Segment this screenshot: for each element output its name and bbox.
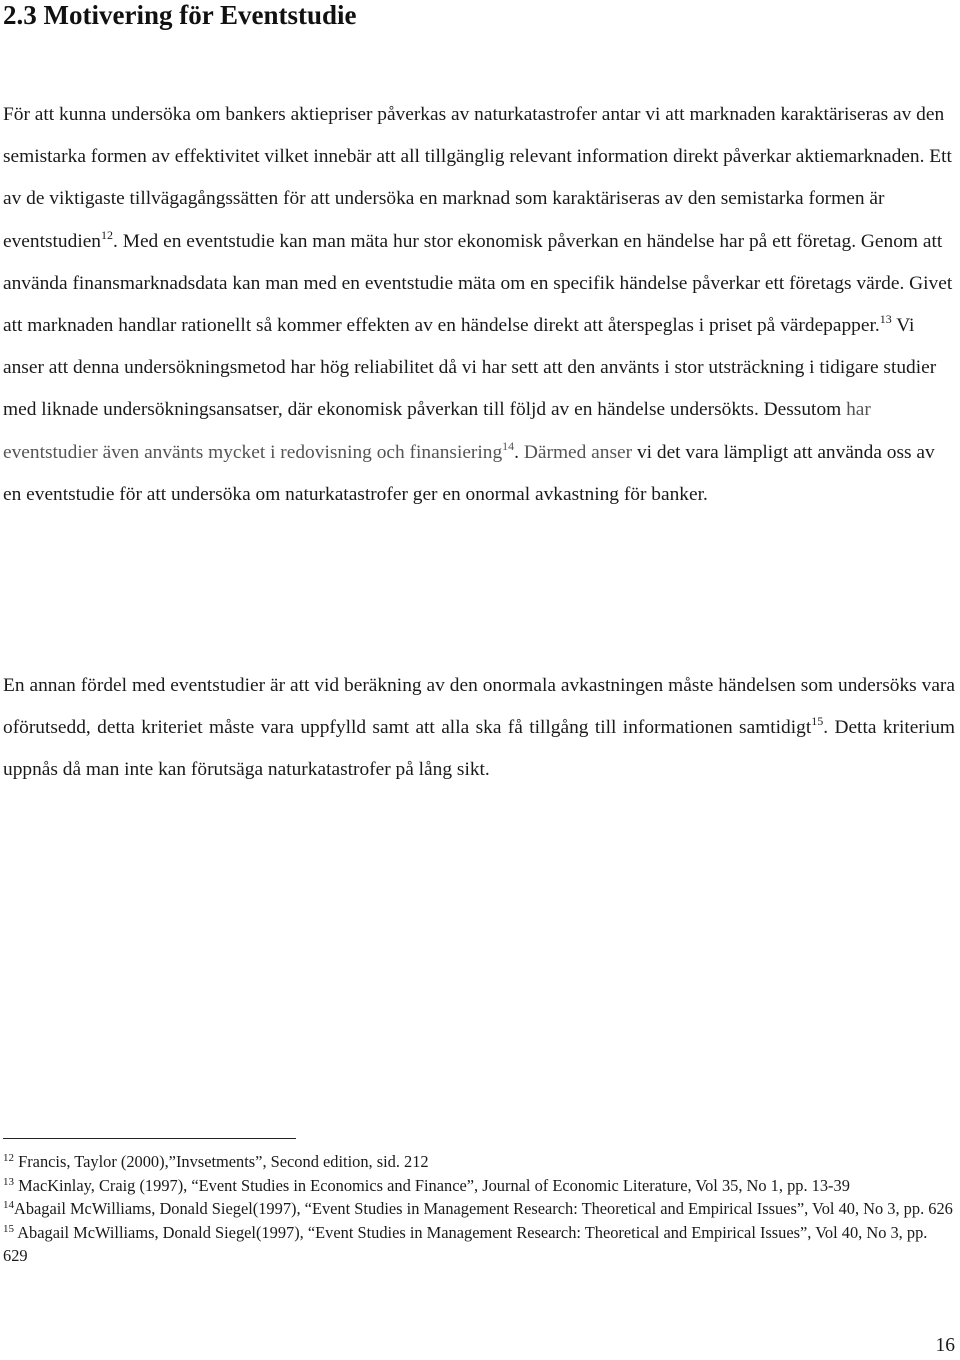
paragraph-text: För att kunna undersöka om bankers aktiepriser påverkas av naturkatastrofer antar vi att marknaden karaktäriseras av den semistarka formen av effektivitet vilket innebär att all tillgänglig relevant information direkt påverkar aktiemarknaden. Ett av de viktigaste tillvägagångssätten för att undersöka en marknad som karaktäriseras av den semistarka formen är eventstudien [3,104,952,252]
footnote-text: Abagail McWilliams, Donald Siegel(1997), “Event Studies in Management Research: Theoretical and Empirical Issues”, Vol 40, No 3, pp. 626 [14,1199,953,1218]
footnote-separator [3,1138,296,1139]
footnote-15 [3,1221,953,1268]
footnote-text: Francis, Taylor (2000),”Invsetments”, Second edition, sid. 212 [14,1152,429,1171]
paragraph-text: vi det vara lämpligt att använda oss av en eventstudie för att undersöka om naturkatastrofer ger en onormal avkastning för banker. [3,441,935,505]
footnote-number: 15 [3,1222,14,1235]
footnote-reference[interactable]: 15 [811,714,824,729]
paragraph-text: Vi anser att denna undersökningsmetod har hög reliabilitet då vi har sett att den använts i stor utsträckning i tidigare studier med liknade undersökningsansatser, där ekonomisk påverkan till följd av en händelse undersökts. Dessutom [3,315,937,421]
body-paragraph-2 [3,665,955,792]
body-paragraph-1 [3,94,955,516]
paragraph-text: . Detta kriterium uppnås då man inte kan förutsäga naturkatastrofer på lång sikt. [3,717,955,781]
footnote-number: 12 [3,1152,14,1164]
footnote-14 [3,1197,953,1221]
footnotes [3,1150,953,1268]
paragraph-text: . Med en eventstudie kan man mäta hur stor ekonomisk påverkan en händelse har på ett företag. Genom att använda finansmarknadsdata kan man med en eventstudie mäta om en specifik händelse påverkar ett företags värde. Givet att marknaden handlar rationellt så kommer effekten av en händelse direkt att återspeglas i priset på värdepapper. [3,230,953,337]
footnote-text: Abagail McWilliams, Donald Siegel(1997), “Event Studies in Management Research: Theoretical and Empirical Issues”, Vol 40, No 3, pp. 629 [3,1222,928,1265]
footnote-text: MacKinlay, Craig (1997), “Event Studies in Economics and Finance”, Journal of Economic Literature, Vol 35, No 1, pp. 13-39 [14,1175,850,1195]
footnote-reference[interactable]: 14 [502,438,515,453]
footnote-number: 14 [3,1199,14,1211]
section-heading: 2.3 Motivering för Eventstudie [3,0,357,30]
page-number: 16 [935,1335,955,1356]
paragraph-text-faded: Därmed anser [523,441,633,463]
footnote-13 [3,1174,953,1198]
footnote-reference[interactable]: 13 [879,312,892,327]
footnote-reference[interactable]: 12 [101,227,114,242]
footnote-number: 13 [3,1175,14,1188]
footnote-12 [3,1150,953,1174]
paragraph-text: . [514,441,524,463]
paragraph-text: En annan fördel med eventstudier är att vid beräkning av den onormala avkastningen måste händelsen som undersöks vara oförutsedd, detta kriteriet måste vara uppfylld samt att alla ska få tillgång till informationen samtidigt [3,675,955,739]
paragraph-text-faded: har eventstudier även använts mycket i redovisning och finansiering [3,399,871,463]
